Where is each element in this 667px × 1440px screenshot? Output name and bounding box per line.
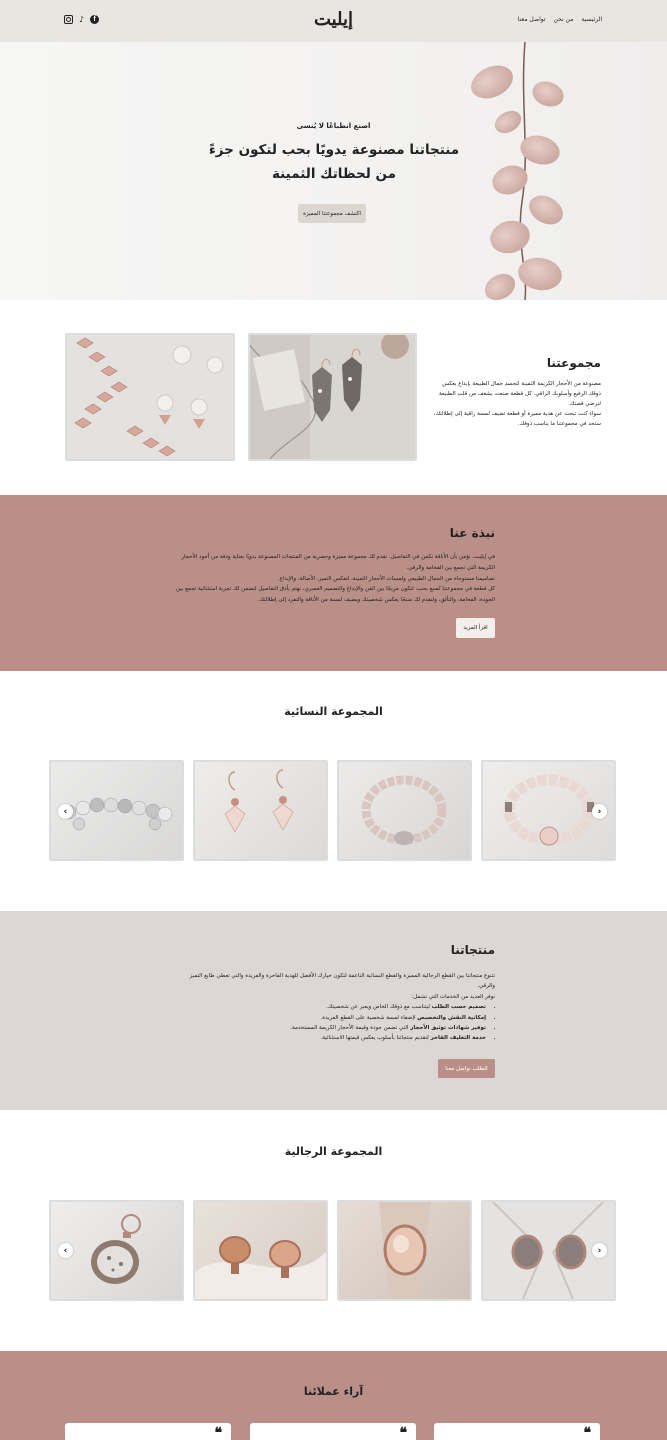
about-paragraph: في إيليت، نؤمن بأن الأناقة تكمن في التفاصيل. نقدم لك مجموعة مميزة وحصرية من المنتجات المصنوعة يدويًا بعناية ودقة من أجود الأحجار الكريمة التي تجمع بين الفخامة والرقي.: [181, 554, 495, 571]
testimonials-title: آراء عملائنا: [303, 1385, 364, 1398]
collection-photo-rosegold: [65, 333, 235, 461]
hero-section: [0, 42, 667, 300]
collection-photo-marble-earrings: [248, 333, 417, 461]
tiktok-icon[interactable]: ♪: [78, 15, 85, 24]
collection-title: مجموعتنا: [546, 356, 601, 370]
products-description: [183, 971, 495, 1044]
service-item: • إمكانية النقش والتخصيص لإضفاء لمسة شخصية على القطع الفريدة.: [183, 1013, 486, 1023]
read-more-button[interactable]: اقرأ المزيد: [456, 618, 495, 638]
quote-icon: ❝: [399, 1425, 407, 1440]
about-paragraph: كل قطعة في مجموعتنا تُصنع بحب، لتكون مزيجًا بين الفن والإبداع والتصميم العصري، نهتم بأدق التفاصيل لنضمن لك تجربة استثنائية تجمع بين الجودة، الفخامة، والتألق، ولنقدم لك منتجًا يعكس شخصيتك ويضيف لمسة من الأناقة والتفرد إلى إطلالتك.: [175, 586, 495, 604]
service-item: • خدمة التغليف الفاخر لتقديم منتجاتنا بأسلوب يعكس قيمتها الاستثنائية.: [183, 1033, 486, 1043]
men-carousel: [49, 1200, 616, 1301]
testimonial-card: [434, 1423, 600, 1440]
collection-paragraph: مصنوعة من الأحجار الكريمة الثمينة لتجسد جمال الطبيعة بإبداع يعكس ذوقك الرفيع وأسلوبك الراقي. كل قطعة صنعت بشغف من قلب الطبيعة لترضي قصتك.: [439, 381, 601, 407]
order-contact-button[interactable]: للطلب تواصل معنا: [438, 1059, 495, 1078]
service-item: • تصميم حسب الطلب ليتناسب مع ذوقك الخاص ويعبر عن شخصيتك.: [183, 1002, 486, 1012]
carousel-next-arrow[interactable]: ›: [592, 804, 607, 819]
about-section: [0, 495, 667, 671]
about-description: [173, 552, 495, 606]
product-card[interactable]: [337, 1200, 472, 1301]
site-logo[interactable]: إيليت: [313, 9, 354, 30]
men-collection-title: المجموعة الرجالية: [284, 1145, 383, 1158]
women-carousel: [49, 760, 616, 861]
main-nav: [518, 16, 602, 23]
hero-title: منتجاتنا مصنوعة يدويًا بحب لتكون جزءً من لحظاتك الثمينة: [208, 142, 460, 182]
product-card[interactable]: [337, 760, 472, 861]
services-list: [183, 1002, 495, 1044]
products-title: منتجاتنا: [450, 943, 495, 957]
nav-contact[interactable]: تواصل معنا: [517, 16, 546, 23]
about-title: نبذة عنا: [449, 526, 495, 540]
carousel-prev-arrow[interactable]: ‹: [58, 804, 73, 819]
hero-subtitle: اصنع انطباعًا لا يُنسى: [296, 122, 371, 130]
quote-icon: ❝: [583, 1425, 591, 1440]
testimonial-card: [65, 1423, 231, 1440]
products-section: [0, 911, 667, 1110]
site-header: [0, 0, 667, 42]
women-collection-title: المجموعة النسائية: [284, 705, 383, 718]
services-heading: نوفر العديد من الخدمات التي تشمل:: [411, 993, 495, 1000]
products-intro: تتنوع منتجاتنا بين القطع الرجالية المميزة والقطع النسائية الناعمة لتكون خيارك الأفضل للهدية الفاخرة والفريدة والتي تعطي طابع التميز والرقي.: [189, 973, 495, 990]
testimonial-card: [250, 1423, 416, 1440]
quote-icon: ❝: [214, 1425, 222, 1440]
collection-description: [433, 379, 601, 429]
testimonials-section: [0, 1351, 667, 1440]
facebook-icon[interactable]: f: [90, 15, 99, 24]
service-item: • توفير شهادات توثيق الأحجار التي تضمن جودة وقيمة الأحجار الكريمة المستخدمة.: [183, 1023, 486, 1033]
nav-about[interactable]: من نحن: [553, 16, 574, 23]
product-card[interactable]: [193, 760, 328, 861]
carousel-next-arrow[interactable]: ›: [592, 1243, 607, 1258]
discover-collection-button[interactable]: اكتشف مجموعتنا المميزة: [298, 204, 366, 223]
about-paragraph: تصاميمنا مستوحاة من الجمال الطبيعي ولمسات الأحجار الثمينة، لتعكس التميز، الأصالة، والإبداع.: [277, 575, 495, 582]
nav-home[interactable]: الرئيسية: [581, 16, 602, 23]
carousel-prev-arrow[interactable]: ‹: [58, 1243, 73, 1258]
product-card[interactable]: [193, 1200, 328, 1301]
collection-paragraph: سواء كنت تبحث عن هدية مميزة أو قطعة تضيف لمسة راقية إلى إطلالتك، ستجد في مجموعتنا ما يناسب ذوقك.: [433, 411, 601, 427]
